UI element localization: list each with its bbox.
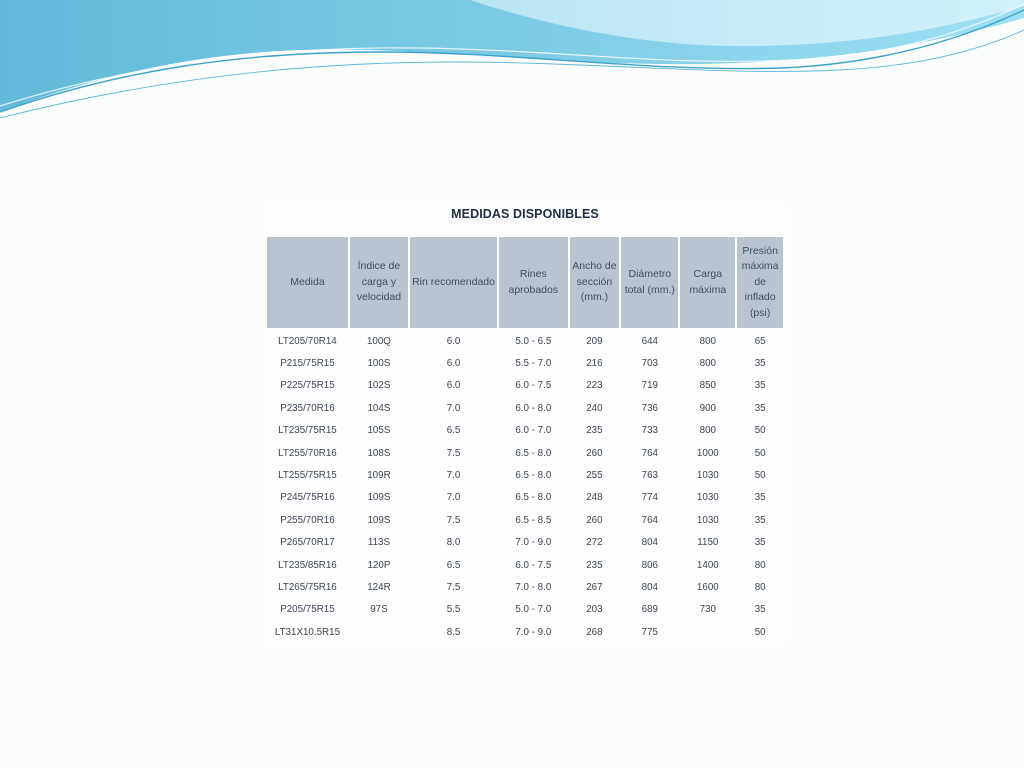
table-cell: 235 — [586, 559, 603, 571]
table-cell: 7.5 — [446, 447, 461, 459]
table-cell: 216 — [586, 358, 603, 370]
table-cell: 733 — [641, 425, 658, 437]
table-cell: 35 — [754, 492, 766, 504]
header-rines: Rines aprobados — [499, 237, 567, 330]
header-carga: Carga máxima — [680, 237, 735, 330]
table-cell: 5.5 — [446, 604, 461, 616]
table-cell: 763 — [641, 470, 658, 482]
table-cell: P255/70R16 — [280, 514, 335, 526]
table-cell: 764 — [641, 447, 658, 459]
table-cell: 105S — [367, 425, 391, 437]
table-cell: 6.5 - 8.0 — [515, 492, 552, 504]
wave-banner — [0, 0, 1024, 130]
table-cell: 50 — [754, 626, 766, 638]
table-row — [267, 420, 783, 442]
table-cell: 248 — [586, 492, 603, 504]
table-cell: P265/70R17 — [280, 537, 335, 549]
table-cell: 1150 — [697, 537, 719, 549]
header-presion: Presión máxima de inflado (psi) — [737, 237, 783, 330]
table-cell: 240 — [586, 402, 603, 414]
table-cell: LT265/75R16 — [278, 581, 337, 593]
header-medida: Medida — [267, 237, 348, 330]
table-cell: 775 — [641, 626, 658, 638]
table-cell: 267 — [586, 581, 603, 593]
table-cell: 689 — [641, 604, 658, 616]
table-cell: 1400 — [696, 559, 719, 571]
table-cell: P205/75R15 — [280, 604, 335, 616]
table-row — [267, 621, 783, 643]
table-cell: 260 — [586, 447, 603, 459]
table-row — [267, 442, 783, 464]
header-diametro: Diámetro total (mm.) — [621, 237, 678, 330]
table-cell: 100Q — [366, 335, 391, 347]
table-row — [267, 352, 783, 374]
table-cell: 6.5 — [446, 559, 461, 571]
table-cell: 5.5 - 7.0 — [515, 358, 552, 370]
table-cell: P215/75R15 — [280, 358, 335, 370]
table-cell: 800 — [699, 425, 716, 437]
table-cell: 7.0 - 9.0 — [515, 626, 552, 638]
table-cell: 80 — [754, 559, 766, 571]
table-cell: 120P — [367, 559, 391, 571]
table-cell: 7.0 — [446, 470, 461, 482]
table-row — [267, 509, 783, 531]
table-cell: 1030 — [696, 492, 719, 504]
table-row — [267, 576, 783, 598]
table-cell: 223 — [586, 380, 603, 392]
table-cell: 800 — [699, 358, 716, 370]
table-row — [267, 487, 783, 509]
table-cell: 35 — [754, 402, 766, 414]
table-cell: 804 — [641, 581, 658, 593]
table-cell: LT205/70R14 — [278, 335, 337, 347]
table-cell: 203 — [586, 604, 603, 616]
table-row — [267, 397, 783, 419]
table-cell: 255 — [586, 470, 603, 482]
table-cell: LT255/75R15 — [278, 470, 337, 482]
table-cell: 102S — [367, 380, 391, 392]
table-cell: LT235/85R16 — [278, 559, 337, 571]
table-cell: 1000 — [696, 447, 719, 459]
table-row — [267, 464, 783, 486]
table-row — [267, 554, 783, 576]
table-cell: 35 — [754, 537, 766, 549]
table-cell: 703 — [641, 358, 658, 370]
table-cell: LT255/70R16 — [278, 447, 337, 459]
table-cell: 764 — [641, 514, 658, 526]
table-cell: 719 — [641, 380, 658, 392]
table-row — [267, 532, 783, 554]
table-cell: 1030 — [696, 514, 719, 526]
table-cell: 100S — [367, 358, 391, 370]
table-cell: 124R — [367, 581, 391, 593]
table-cell: 7.0 - 8.0 — [515, 581, 552, 593]
table-cell: 8.5 — [446, 626, 461, 638]
table-cell: 7.0 — [446, 492, 461, 504]
header-ancho: Ancho de sección (mm.) — [570, 237, 620, 330]
table-cell: P235/70R16 — [280, 402, 335, 414]
table-cell: 35 — [754, 358, 766, 370]
table-cell — [680, 621, 735, 643]
table-cell: 109S — [367, 514, 391, 526]
table-cell: 800 — [699, 335, 716, 347]
table-cell: 80 — [754, 581, 766, 593]
table-cell — [350, 621, 408, 643]
table-cell: 7.5 — [446, 514, 461, 526]
table-cell: 109R — [367, 470, 391, 482]
table-cell: 209 — [586, 335, 603, 347]
table-cell: 109S — [367, 492, 391, 504]
table-cell: 644 — [641, 335, 658, 347]
table-cell: 6.0 - 7.5 — [515, 559, 552, 571]
table-cell: LT31X10.5R15 — [274, 626, 341, 638]
table-cell: 7.5 — [446, 581, 461, 593]
table-row — [267, 599, 783, 621]
table-cell: P225/75R15 — [280, 380, 335, 392]
table-cell: 806 — [641, 559, 658, 571]
table-cell: 6.0 - 7.5 — [515, 380, 552, 392]
table-cell: 730 — [699, 604, 716, 616]
table-cell: 6.0 - 8.0 — [515, 402, 552, 414]
table-cell: 6.5 - 8.5 — [515, 514, 552, 526]
table-title: MEDIDAS DISPONIBLES — [451, 207, 599, 221]
table-cell: P245/75R16 — [280, 492, 335, 504]
tire-sizes-table-card — [263, 203, 787, 643]
table-cell: 97S — [370, 604, 388, 616]
table-cell: 6.0 — [446, 358, 461, 370]
table-cell: 7.0 - 9.0 — [515, 537, 552, 549]
table-cell: 6.5 — [446, 425, 461, 437]
table-cell: 50 — [754, 447, 766, 459]
table-cell: 6.0 — [446, 380, 461, 392]
table-cell: 268 — [586, 626, 603, 638]
table-cell: 235 — [586, 425, 603, 437]
table-cell: 736 — [641, 402, 658, 414]
table-cell: 804 — [641, 537, 658, 549]
tire-sizes-table — [265, 237, 785, 643]
table-cell: LT235/75R15 — [278, 425, 337, 437]
table-cell: 5.0 - 6.5 — [515, 335, 552, 347]
table-cell: 6.5 - 8.0 — [515, 470, 552, 482]
table-cell: 774 — [641, 492, 658, 504]
table-cell: 1600 — [696, 581, 719, 593]
table-cell: 65 — [754, 335, 766, 347]
header-indice: Índice de carga y velocidad — [350, 237, 408, 330]
table-cell: 35 — [754, 514, 766, 526]
table-cell: 7.0 — [446, 402, 461, 414]
table-cell: 6.5 - 8.0 — [515, 447, 552, 459]
table-cell: 113S — [367, 537, 390, 549]
table-cell: 104S — [367, 402, 391, 414]
table-row — [267, 330, 783, 352]
header-row — [267, 237, 783, 330]
header-rin: Rin recomendado — [410, 237, 497, 330]
table-cell: 850 — [699, 380, 716, 392]
table-cell: 108S — [367, 447, 391, 459]
table-cell: 6.0 — [446, 335, 461, 347]
table-cell: 5.0 - 7.0 — [515, 604, 552, 616]
table-cell: 260 — [586, 514, 603, 526]
table-cell: 50 — [754, 470, 766, 482]
table-cell: 35 — [754, 604, 766, 616]
table-row — [267, 375, 783, 397]
table-cell: 35 — [754, 380, 766, 392]
table-cell: 50 — [754, 425, 766, 437]
table-cell: 6.0 - 7.0 — [515, 425, 552, 437]
table-cell: 1030 — [696, 470, 719, 482]
table-cell: 900 — [699, 402, 716, 414]
table-cell: 8.0 — [446, 537, 461, 549]
table-cell: 272 — [586, 537, 603, 549]
